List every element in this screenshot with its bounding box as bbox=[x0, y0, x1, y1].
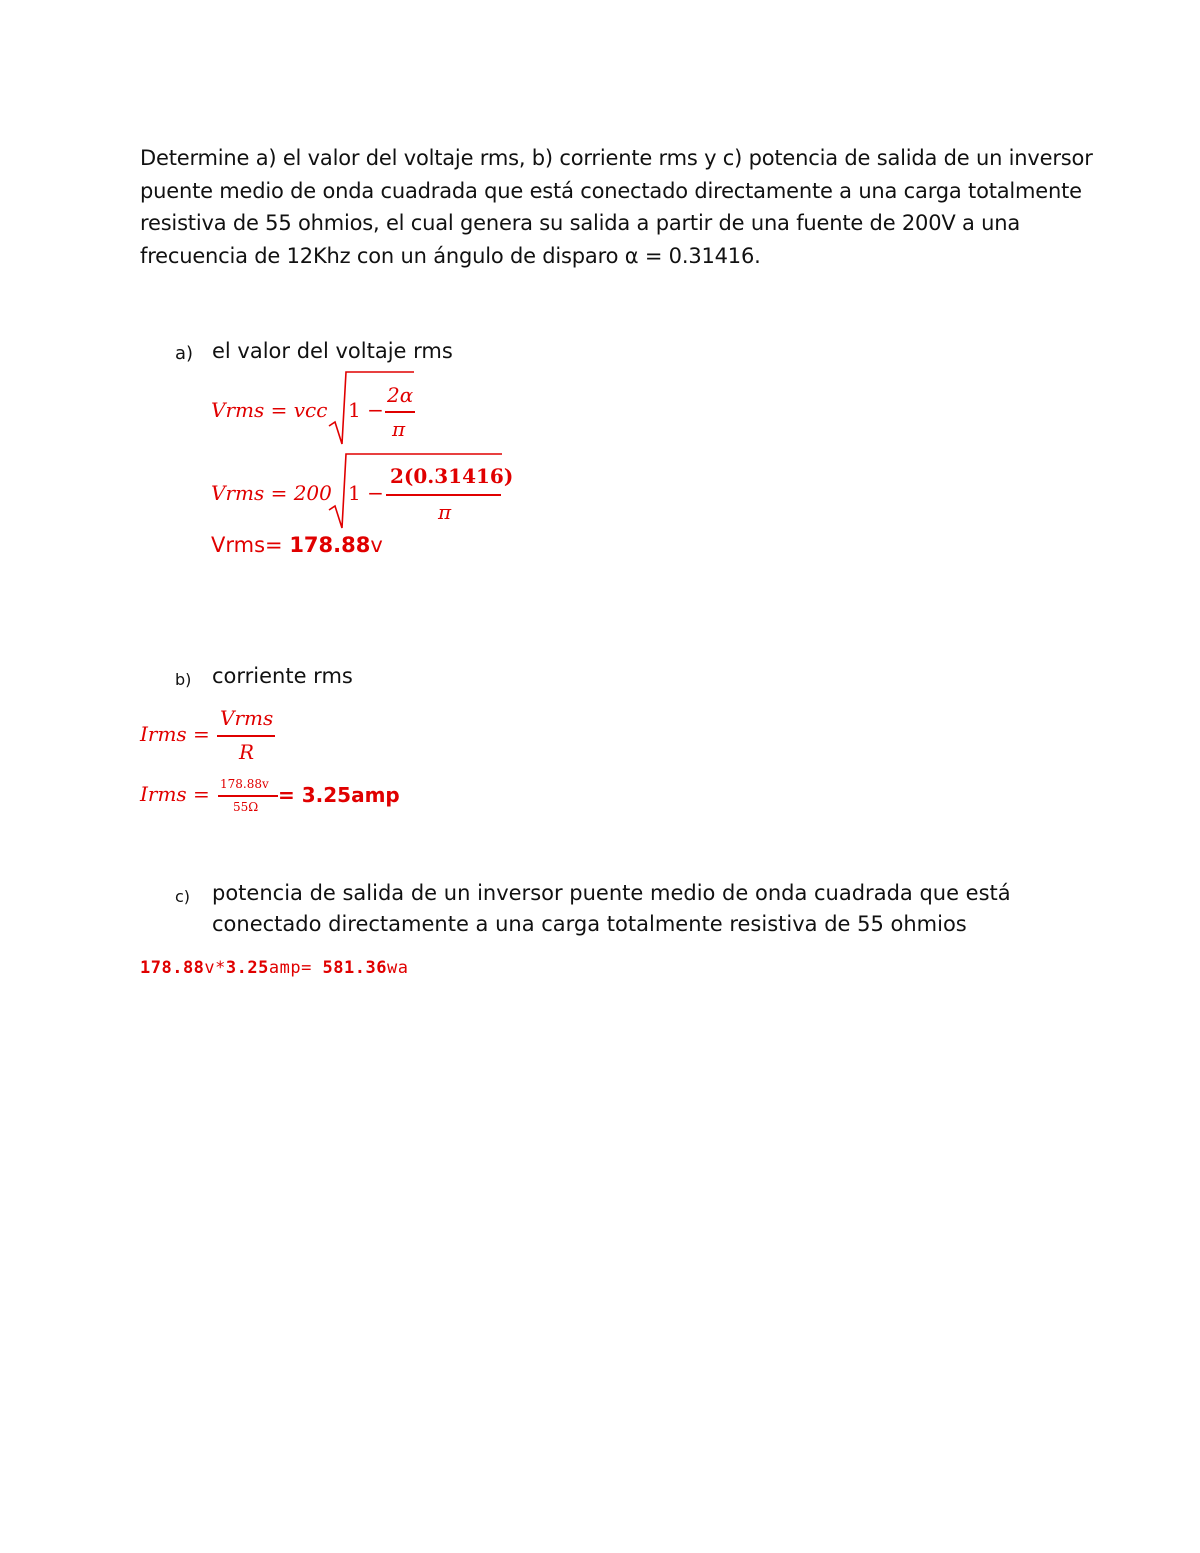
problem-line-3: resistiva de 55 ohmios, el cual genera su salida a partir de una fuente de 200V a una bbox=[140, 211, 1021, 235]
vrms-substituted-numerator: 2(0.31416) bbox=[390, 464, 514, 488]
fraction-bar bbox=[218, 795, 278, 797]
vrms-general-lhs: Vrms = vcc bbox=[211, 398, 328, 422]
irms-result: = 3.25amp bbox=[278, 783, 400, 807]
problem-line-4: frecuencia de 12Khz con un ángulo de disparo α = 0.31416. bbox=[140, 243, 761, 268]
vrms-substituted-one-minus: 1 − bbox=[348, 481, 384, 505]
part-b-heading-text: corriente rms bbox=[212, 664, 353, 688]
list-marker: c) bbox=[175, 887, 191, 906]
vrms-general-numerator: 2α bbox=[387, 383, 414, 407]
irms-general-denominator: R bbox=[239, 740, 255, 764]
power-current-value: 3.25 bbox=[225, 958, 269, 978]
problem-line-1: Determine a) el valor del voltaje rms, b) corriente rms y c) potencia de salida de un inversor bbox=[140, 146, 1093, 170]
list-marker: a) bbox=[175, 343, 194, 364]
power-output-unit: wa bbox=[386, 958, 409, 978]
vrms-general-denominator: π bbox=[392, 417, 406, 441]
fraction-bar bbox=[385, 411, 415, 413]
irms-general-numerator: Vrms bbox=[220, 706, 274, 730]
irms-general-lhs: Irms = bbox=[140, 722, 210, 746]
power-current-unit: amp= bbox=[268, 958, 323, 978]
problem-line-2: puente medio de onda cuadrada que está conectado directamente a una carga totalmente bbox=[140, 178, 1082, 203]
problem-statement bbox=[140, 142, 1093, 272]
vrms-result-value: 178.88 bbox=[289, 533, 371, 557]
vrms-result-label: Vrms= bbox=[211, 533, 290, 557]
fraction-bar bbox=[217, 735, 275, 737]
irms-substituted-numerator: 178.88v bbox=[220, 777, 269, 791]
vrms-general-one-minus: 1 − bbox=[348, 398, 384, 422]
part-c-heading-line-2: conectado directamente a una carga totalmente resistiva de 55 ohmios bbox=[212, 912, 967, 936]
vrms-substituted-denominator: π bbox=[438, 500, 452, 524]
power-result bbox=[140, 958, 408, 978]
vrms-substituted-lhs: Vrms = 200 bbox=[211, 481, 332, 505]
vrms-result-unit: v bbox=[370, 533, 383, 557]
power-output-value: 581.36 bbox=[322, 958, 387, 978]
irms-substituted-denominator: 55Ω bbox=[233, 800, 259, 814]
part-c-heading-line-1: potencia de salida de un inversor puente medio de onda cuadrada que está bbox=[212, 881, 1011, 905]
vrms-result bbox=[211, 533, 383, 557]
part-a-heading-text: el valor del voltaje rms bbox=[212, 339, 453, 363]
fraction-bar bbox=[386, 494, 501, 496]
list-marker: b) bbox=[175, 670, 192, 689]
power-voltage-value: 178.88 bbox=[140, 958, 205, 978]
power-voltage-unit: v* bbox=[204, 958, 226, 978]
irms-substituted-lhs: Irms = bbox=[140, 782, 210, 806]
